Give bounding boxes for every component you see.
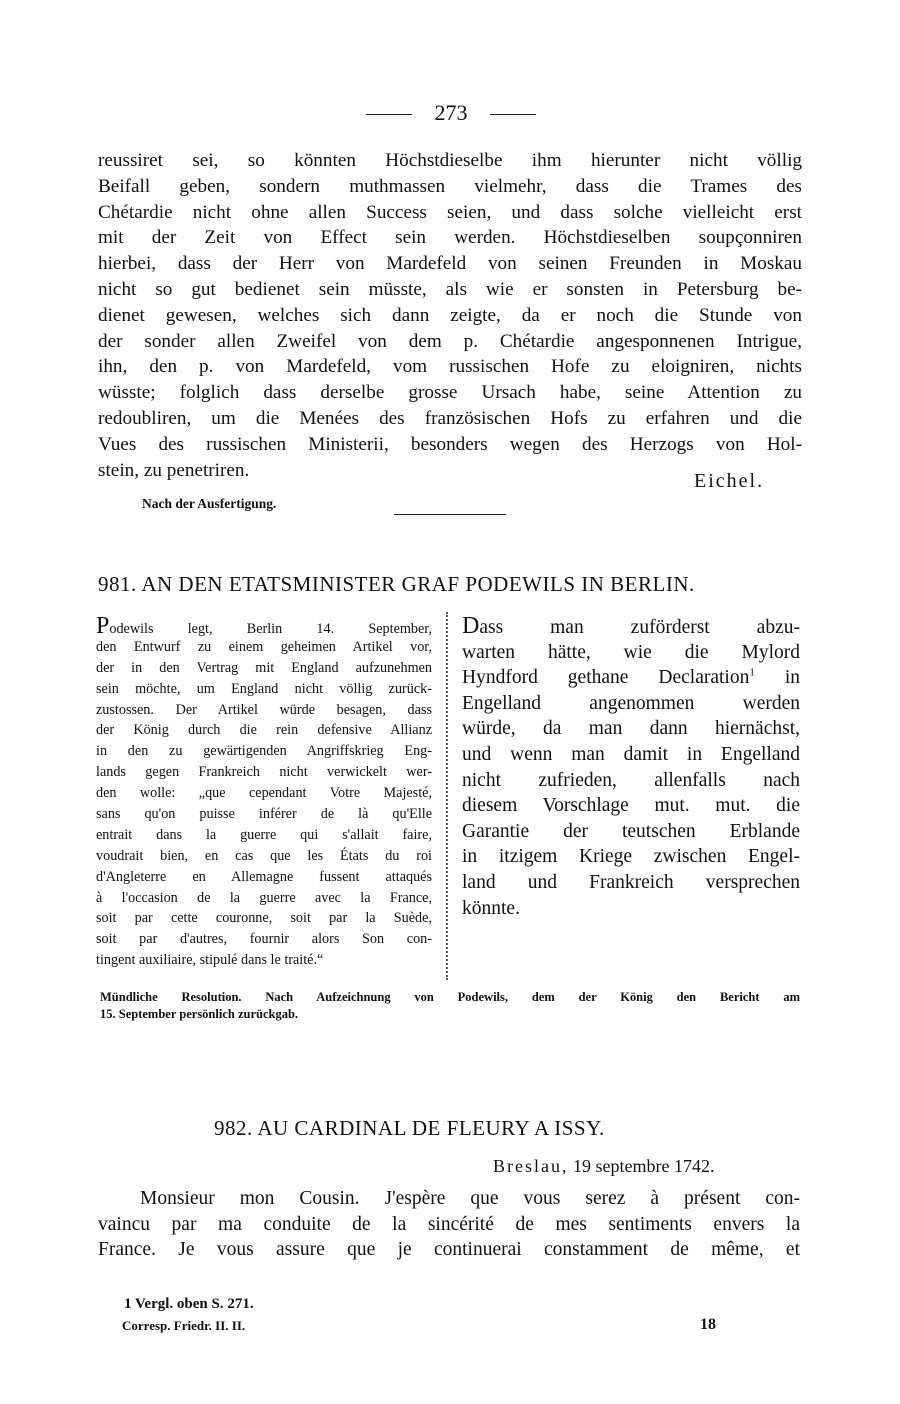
letter-dateline	[493, 1156, 714, 1177]
resolution-line: nicht zufrieden, allenfalls nach	[462, 769, 800, 791]
source-note: Nach der Ausfertigung.	[142, 496, 277, 511]
letter-date: 19 septembre 1742.	[572, 1156, 715, 1176]
text-line: hierbei, dass der Herr von Mardefeld von seinen Freunden in Moskau	[98, 253, 802, 275]
summary-line: sein möchte, um England nicht völlig zurück-	[96, 680, 432, 697]
summary-line: tingent auxiliaire, stipulé dans le traité.“	[96, 952, 324, 969]
summary-line: lands gegen Frankreich nicht verwickelt wer-	[96, 764, 432, 781]
letter-line: Monsieur mon Cousin. J'espère que vous serez à présent con-	[140, 1188, 800, 1209]
resolution-line: diesem Vorschlage mut. mut. die	[462, 795, 800, 817]
header-rule-left	[366, 114, 412, 115]
text-line: redoubliren, um die Menées des französischen Hofs zu erfahren und die	[98, 407, 802, 429]
resolution-line: Dass man zuförderst abzu-	[462, 613, 800, 639]
text-line: nicht so gut bedienet sein müsste, als wie er sonsten in Petersburg be-	[98, 278, 802, 300]
summary-column	[96, 613, 432, 971]
footnote-marker: 1	[749, 666, 755, 679]
summary-line: in den zu gewärtigenden Angriffskrieg Eng-	[96, 743, 432, 760]
summary-line: entrait dans la guerre qui s'allait faire,	[96, 826, 432, 843]
text-line: stein, zu penetriren.	[98, 459, 250, 481]
summary-line: der König durch die rein defensive Allianz	[96, 722, 432, 739]
resolution-line: und wenn man damit in Engelland	[462, 743, 800, 765]
summary-line: soit par cette couronne, soit par la Suède,	[96, 910, 432, 927]
summary-line: d'Angleterre en Allemagne fussent attaqués	[96, 868, 432, 885]
text-line: dienet gewesen, welches sich dann zeigte, da er noch die Stunde von	[98, 304, 802, 326]
resolution-column	[462, 614, 800, 921]
resolution-line: warten hätte, wie die Mylord	[462, 641, 800, 663]
text-line: ihn, den p. von Mardefeld, vom russischen Hofe zu eloigniren, nichts	[98, 356, 802, 378]
section-number: 982.	[214, 1116, 253, 1140]
letter-line: France. Je vous assure que je continuerai constamment de même, et	[98, 1239, 800, 1261]
page-number: 273	[434, 100, 468, 125]
text-line: wüsste; folglich dass derselbe grosse Ursach habe, seine Attention zu	[98, 382, 802, 404]
continued-letter-text	[98, 148, 802, 483]
resolution-line: land und Frankreich versprechen	[462, 871, 800, 893]
summary-line: voudrait bien, en cas que les États du roi	[96, 847, 432, 864]
footnote: 1 Vergl. oben S. 271.	[124, 1296, 254, 1312]
text-line: mit der Zeit von Effect sein werden. Höchstdieselben soupçonniren	[98, 227, 802, 249]
letter-line: vaincu par ma conduite de la sincérité de mes sentiments envers la	[98, 1213, 800, 1235]
header-rule-right	[490, 114, 536, 115]
resolution-line: Garantie der teutschen Erblande	[462, 820, 800, 842]
summary-line: den wolle: „que cependant Votre Majesté,	[96, 785, 432, 802]
section-heading-982	[214, 1116, 605, 1141]
text-line: reussiret sei, so könnten Höchstdieselbe ihm hierunter nicht völlig	[98, 150, 802, 171]
resolution-line: Hyndford gethane Declaration$^1$ in	[462, 666, 801, 689]
resolution-note: Mündliche Resolution. Nach Aufzeichnung von Podewils, dem der König den Bericht am	[100, 990, 800, 1004]
summary-line: sans qu'on puisse inférer de là qu'Elle	[96, 806, 432, 823]
summary-line: à l'occasion de la guerre avec la France,	[96, 889, 432, 906]
summary-line: soit par d'autres, fournir alors Son con-	[96, 931, 432, 948]
letter-place: Breslau,	[493, 1156, 569, 1176]
text-line: Beifall geben, sondern muthmassen vielmehr, dass die Trames des	[98, 175, 802, 197]
resolution-line: in itzigem Kriege zwischen Engel-	[462, 846, 800, 868]
letter-body	[98, 1186, 800, 1263]
resolution-line: Engelland angenommen werden	[462, 692, 800, 714]
signature-number: 18	[700, 1316, 716, 1333]
text-line: der sonder allen Zweifel von dem p. Chétardie angesponnenen Intrigue,	[98, 330, 802, 352]
resolution-line: könnte.	[462, 897, 520, 919]
text-line: Vues des russischen Ministerii, besonders wegen des Herzogs von Hol-	[98, 433, 802, 455]
summary-line: zustossen. Der Artikel würde besagen, dass	[96, 701, 432, 718]
drop-cap: D	[462, 613, 480, 639]
resolution-note: 15. September persönlich zurückgab.	[100, 1007, 299, 1021]
resolution-line: würde, da man dann hiernächst,	[462, 718, 800, 740]
footer-signature: Corresp. Friedr. II. II.	[122, 1318, 246, 1333]
section-number: 981.	[98, 572, 137, 596]
column-divider	[446, 612, 448, 980]
page-header	[0, 100, 900, 130]
summary-line: Podewils legt, Berlin 14. September,	[96, 613, 432, 639]
section-title: AN DEN ETATSMINISTER GRAF PODEWILS IN BERLIN.	[141, 572, 695, 596]
section-title: AU CARDINAL DE FLEURY A ISSY.	[257, 1116, 605, 1140]
drop-cap: P	[96, 613, 110, 639]
text-line: Chétardie nicht ohne allen Success seien, und dass solche vielleicht erst	[98, 201, 802, 223]
section-separator	[394, 514, 506, 515]
section-heading-981	[98, 572, 695, 597]
summary-line: den Entwurf zu einem geheimen Artikel vor,	[96, 638, 432, 655]
summary-line: der in den Vertrag mit England aufzunehmen	[96, 659, 432, 676]
signature: Eichel.	[694, 470, 765, 492]
